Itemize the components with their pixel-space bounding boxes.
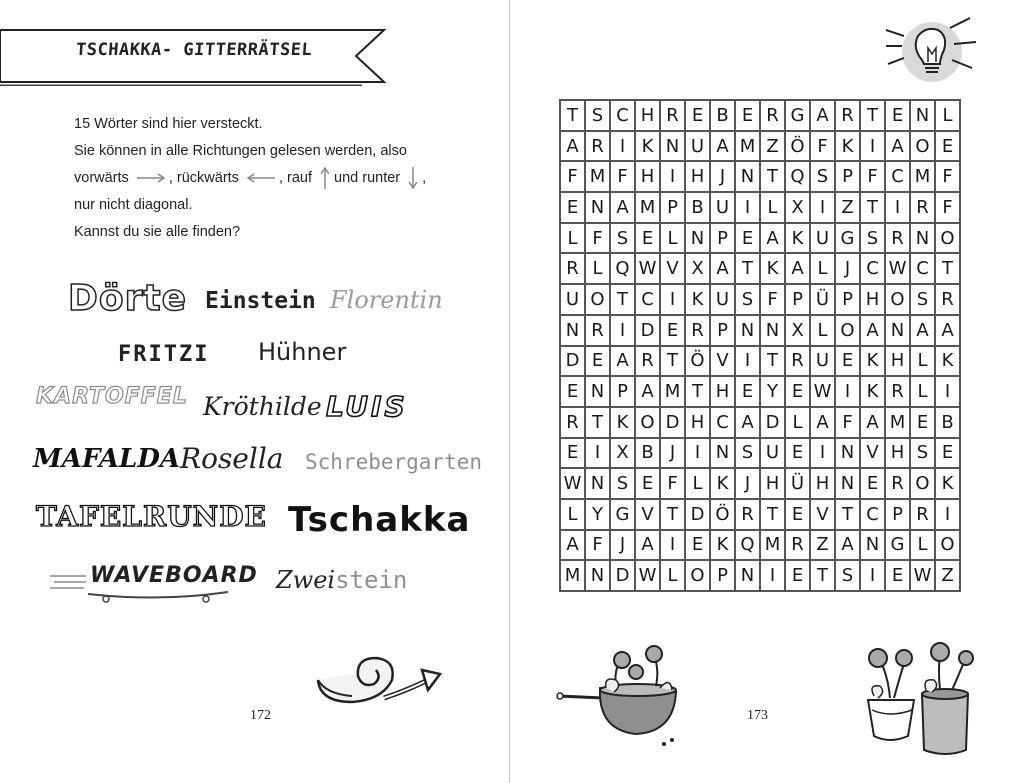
grid-cell: T bbox=[561, 101, 586, 132]
grid-cell: Ü bbox=[811, 285, 836, 316]
intro-line-5: Kannst du sie alle finden? bbox=[74, 224, 241, 240]
grid-cell: S bbox=[836, 561, 861, 592]
grid-cell: R bbox=[761, 101, 786, 132]
grid-cell: C bbox=[886, 162, 911, 193]
grid-cell: U bbox=[761, 439, 786, 470]
grid-cell: W bbox=[636, 254, 661, 285]
grid-cell: S bbox=[611, 224, 636, 255]
grid-cell: O bbox=[911, 469, 936, 500]
grid-cell: I bbox=[661, 285, 686, 316]
grid-cell: F bbox=[936, 193, 961, 224]
grid-cell: K bbox=[711, 469, 736, 500]
grid-cell: N bbox=[836, 469, 861, 500]
grid-cell: L bbox=[586, 254, 611, 285]
grid-cell: R bbox=[661, 101, 686, 132]
grid-cell: J bbox=[836, 254, 861, 285]
grid-cell: R bbox=[586, 316, 611, 347]
grid-cell: Z bbox=[811, 531, 836, 562]
grid-cell: X bbox=[786, 316, 811, 347]
grid-cell: T bbox=[736, 254, 761, 285]
grid-cell: K bbox=[686, 285, 711, 316]
grid-cell: L bbox=[786, 408, 811, 439]
grid-cell: L bbox=[811, 254, 836, 285]
grid-cell: W bbox=[811, 377, 836, 408]
page-title: TSCHAKKA- GITTERRÄTSEL bbox=[75, 40, 313, 60]
grid-cell: I bbox=[861, 561, 886, 592]
grid-cell: T bbox=[686, 377, 711, 408]
grid-cell: I bbox=[811, 193, 836, 224]
grid-cell: N bbox=[761, 316, 786, 347]
potted-plants-icon bbox=[860, 640, 980, 760]
grid-cell: E bbox=[686, 101, 711, 132]
word-rauf: , rauf bbox=[278, 170, 312, 186]
grid-cell: A bbox=[811, 101, 836, 132]
grid-cell: Z bbox=[761, 132, 786, 163]
grid-cell: M bbox=[736, 132, 761, 163]
grid-cell: X bbox=[686, 254, 711, 285]
grid-cell: K bbox=[936, 347, 961, 378]
grid-cell: G bbox=[786, 101, 811, 132]
grid-cell: N bbox=[886, 316, 911, 347]
word-schrebergarten: Schrebergarten bbox=[305, 450, 483, 474]
grid-cell: A bbox=[811, 408, 836, 439]
grid-cell: L bbox=[911, 347, 936, 378]
grid-cell: S bbox=[611, 469, 636, 500]
word-florentin: Florentin bbox=[330, 286, 443, 314]
grid-cell: D bbox=[636, 316, 661, 347]
instructions bbox=[74, 111, 474, 246]
grid-cell: F bbox=[836, 408, 861, 439]
page-number-right: 173 bbox=[747, 708, 768, 723]
word-kartoffel: KARTOFFEL bbox=[36, 384, 188, 409]
word-search-grid bbox=[559, 99, 961, 592]
word-kroethilde: Kröthilde bbox=[203, 392, 322, 421]
grid-cell: S bbox=[586, 101, 611, 132]
grid-cell: H bbox=[886, 347, 911, 378]
grid-cell: O bbox=[636, 408, 661, 439]
grid-cell: U bbox=[711, 285, 736, 316]
page-number-left: 172 bbox=[250, 708, 271, 723]
grid-cell: E bbox=[586, 347, 611, 378]
grid-cell: N bbox=[736, 316, 761, 347]
grid-cell: L bbox=[911, 531, 936, 562]
grid-cell: T bbox=[861, 193, 886, 224]
grid-cell: A bbox=[611, 347, 636, 378]
grid-cell: R bbox=[936, 285, 961, 316]
grid-cell: P bbox=[661, 193, 686, 224]
grid-cell: I bbox=[936, 500, 961, 531]
grid-cell: Q bbox=[786, 162, 811, 193]
grid-cell: R bbox=[911, 500, 936, 531]
word-fritzi: FRITZI bbox=[118, 342, 210, 367]
grid-cell: T bbox=[586, 408, 611, 439]
grid-cell: N bbox=[736, 162, 761, 193]
grid-cell: W bbox=[636, 561, 661, 592]
grid-cell: I bbox=[736, 347, 761, 378]
grid-cell: S bbox=[811, 162, 836, 193]
grid-cell: T bbox=[861, 101, 886, 132]
grid-cell: X bbox=[611, 439, 636, 470]
grid-cell: P bbox=[711, 224, 736, 255]
grid-cell: J bbox=[611, 531, 636, 562]
grid-cell: I bbox=[761, 561, 786, 592]
grid-cell: T bbox=[761, 500, 786, 531]
grid-cell: E bbox=[786, 561, 811, 592]
grid-cell: U bbox=[711, 193, 736, 224]
grid-cell: T bbox=[836, 500, 861, 531]
grid-cell: F bbox=[936, 162, 961, 193]
grid-cell: R bbox=[636, 347, 661, 378]
word-tschakka: Tschakka bbox=[288, 500, 471, 540]
grid-cell: A bbox=[911, 316, 936, 347]
grid-cell: A bbox=[836, 531, 861, 562]
grid-cell: N bbox=[586, 469, 611, 500]
grid-cell: K bbox=[836, 132, 861, 163]
grid-cell: J bbox=[661, 439, 686, 470]
grid-cell: F bbox=[661, 469, 686, 500]
grid-cell: I bbox=[811, 439, 836, 470]
grid-cell: I bbox=[611, 316, 636, 347]
grid-cell: A bbox=[636, 531, 661, 562]
grid-cell: L bbox=[936, 101, 961, 132]
grid-cell: A bbox=[886, 132, 911, 163]
grid-cell: H bbox=[761, 469, 786, 500]
grid-cell: S bbox=[911, 439, 936, 470]
grid-cell: E bbox=[786, 500, 811, 531]
grid-cell: A bbox=[786, 254, 811, 285]
grid-cell: Ü bbox=[786, 469, 811, 500]
grid-cell: F bbox=[586, 531, 611, 562]
word-tafelrunde: TAFELRUNDE bbox=[36, 500, 267, 533]
grid-cell: J bbox=[711, 162, 736, 193]
grid-cell: R bbox=[886, 224, 911, 255]
potted-plant-pan-icon bbox=[556, 640, 686, 750]
grid-cell: I bbox=[586, 439, 611, 470]
grid-cell: R bbox=[736, 500, 761, 531]
grid-cell: A bbox=[761, 224, 786, 255]
grid-cell: O bbox=[886, 285, 911, 316]
intro-line-4: nur nicht diagonal. bbox=[74, 197, 193, 213]
grid-cell: E bbox=[561, 439, 586, 470]
grid-cell: A bbox=[936, 316, 961, 347]
grid-cell: G bbox=[836, 224, 861, 255]
grid-cell: L bbox=[661, 561, 686, 592]
grid-cell: Y bbox=[761, 377, 786, 408]
grid-cell: N bbox=[736, 561, 761, 592]
grid-cell: U bbox=[686, 132, 711, 163]
grid-cell: N bbox=[711, 439, 736, 470]
grid-cell: E bbox=[636, 469, 661, 500]
grid-cell: S bbox=[736, 285, 761, 316]
grid-cell: M bbox=[886, 408, 911, 439]
grid-cell: S bbox=[911, 285, 936, 316]
grid-cell: D bbox=[611, 561, 636, 592]
word-zwei-part: Zwei bbox=[276, 566, 336, 594]
grid-cell: A bbox=[636, 377, 661, 408]
grid-cell: S bbox=[736, 439, 761, 470]
grid-cell: N bbox=[911, 224, 936, 255]
grid-cell: F bbox=[611, 162, 636, 193]
grid-cell: M bbox=[911, 162, 936, 193]
grid-cell: L bbox=[811, 316, 836, 347]
grid-cell: L bbox=[661, 224, 686, 255]
grid-cell: A bbox=[561, 132, 586, 163]
grid-cell: S bbox=[861, 224, 886, 255]
grid-cell: O bbox=[836, 316, 861, 347]
grid-cell: R bbox=[586, 132, 611, 163]
grid-cell: W bbox=[561, 469, 586, 500]
grid-cell: B bbox=[686, 193, 711, 224]
grid-cell: U bbox=[811, 347, 836, 378]
grid-cell: I bbox=[836, 377, 861, 408]
grid-cell: A bbox=[711, 254, 736, 285]
word-doerte: Dörte bbox=[68, 278, 187, 319]
grid-cell: K bbox=[611, 408, 636, 439]
grid-cell: K bbox=[936, 469, 961, 500]
grid-cell: Y bbox=[586, 500, 611, 531]
grid-cell: R bbox=[886, 377, 911, 408]
grid-cell: E bbox=[736, 224, 761, 255]
grid-cell: E bbox=[561, 193, 586, 224]
grid-cell: E bbox=[836, 347, 861, 378]
grid-cell: T bbox=[661, 500, 686, 531]
grid-cell: T bbox=[761, 347, 786, 378]
word-huehner: Hühner bbox=[258, 338, 347, 366]
grid-cell: K bbox=[861, 347, 886, 378]
arrow-up-icon bbox=[319, 166, 331, 190]
word-rosella: Rosella bbox=[180, 442, 284, 475]
grid-cell: H bbox=[861, 285, 886, 316]
grid-cell: E bbox=[686, 531, 711, 562]
word-luis: LUIS bbox=[326, 390, 408, 423]
grid-cell: Q bbox=[611, 254, 636, 285]
grid-cell: I bbox=[611, 132, 636, 163]
grid-cell: N bbox=[586, 561, 611, 592]
grid-cell: C bbox=[861, 500, 886, 531]
grid-cell: K bbox=[861, 377, 886, 408]
grid-cell: R bbox=[786, 531, 811, 562]
grid-cell: M bbox=[661, 377, 686, 408]
grid-cell: P bbox=[836, 162, 861, 193]
grid-cell: E bbox=[786, 377, 811, 408]
grid-cell: X bbox=[786, 193, 811, 224]
grid-cell: K bbox=[761, 254, 786, 285]
grid-cell: E bbox=[886, 561, 911, 592]
grid-cell: R bbox=[786, 347, 811, 378]
grid-cell: H bbox=[711, 377, 736, 408]
grid-cell: B bbox=[711, 101, 736, 132]
grid-cell: N bbox=[661, 132, 686, 163]
word-mafalda: MAFALDA bbox=[33, 444, 181, 474]
arrow-down-icon bbox=[407, 166, 419, 190]
grid-cell: I bbox=[686, 439, 711, 470]
grid-cell: L bbox=[911, 377, 936, 408]
grid-cell: A bbox=[861, 316, 886, 347]
arrow-left-icon bbox=[246, 172, 276, 184]
grid-cell: P bbox=[711, 316, 736, 347]
grid-cell: Ö bbox=[711, 500, 736, 531]
grid-cell: N bbox=[836, 439, 861, 470]
grid-cell: T bbox=[611, 285, 636, 316]
grid-cell: N bbox=[586, 377, 611, 408]
grid-cell: E bbox=[561, 377, 586, 408]
grid-cell: P bbox=[886, 500, 911, 531]
grid-cell: E bbox=[786, 439, 811, 470]
grid-cell: R bbox=[886, 469, 911, 500]
grid-cell: R bbox=[561, 408, 586, 439]
grid-cell: U bbox=[811, 224, 836, 255]
grid-cell: F bbox=[861, 162, 886, 193]
grid-cell: H bbox=[636, 162, 661, 193]
intro-line-1: 15 Wörter sind hier versteckt. bbox=[74, 116, 263, 132]
grid-cell: I bbox=[661, 531, 686, 562]
grid-cell: A bbox=[711, 132, 736, 163]
grid-cell: V bbox=[636, 500, 661, 531]
grid-cell: K bbox=[786, 224, 811, 255]
intro-line-2: Sie können in alle Richtungen gelesen werden, also bbox=[74, 143, 407, 159]
grid-cell: V bbox=[661, 254, 686, 285]
grid-cell: H bbox=[686, 408, 711, 439]
word-vorwaerts: vorwärts bbox=[74, 170, 129, 186]
grid-cell: L bbox=[561, 224, 586, 255]
grid-cell: E bbox=[861, 469, 886, 500]
grid-cell: O bbox=[911, 132, 936, 163]
grid-cell: O bbox=[686, 561, 711, 592]
grid-cell: N bbox=[561, 316, 586, 347]
intro-line-3 bbox=[74, 165, 474, 192]
grid-cell: G bbox=[611, 500, 636, 531]
grid-cell: V bbox=[811, 500, 836, 531]
grid-cell: C bbox=[861, 254, 886, 285]
grid-cell: H bbox=[636, 101, 661, 132]
grid-cell: N bbox=[911, 101, 936, 132]
grid-cell: O bbox=[936, 531, 961, 562]
grid-cell: Ö bbox=[686, 347, 711, 378]
snail-arrow-icon bbox=[312, 650, 446, 710]
grid-cell: E bbox=[936, 439, 961, 470]
grid-cell: I bbox=[886, 193, 911, 224]
grid-cell: R bbox=[836, 101, 861, 132]
grid-cell: R bbox=[686, 316, 711, 347]
grid-cell: E bbox=[736, 377, 761, 408]
trailing-comma: , bbox=[422, 170, 427, 186]
grid-cell: B bbox=[936, 408, 961, 439]
grid-cell: P bbox=[711, 561, 736, 592]
grid-cell: I bbox=[661, 162, 686, 193]
grid-cell: R bbox=[561, 254, 586, 285]
grid-cell: A bbox=[611, 193, 636, 224]
grid-cell: K bbox=[711, 531, 736, 562]
grid-cell: F bbox=[811, 132, 836, 163]
grid-cell: P bbox=[611, 377, 636, 408]
grid-cell: O bbox=[936, 224, 961, 255]
grid-cell: T bbox=[761, 162, 786, 193]
grid-cell: U bbox=[561, 285, 586, 316]
grid-cell: C bbox=[911, 254, 936, 285]
grid-cell: F bbox=[761, 285, 786, 316]
grid-cell: D bbox=[686, 500, 711, 531]
grid-cell: A bbox=[861, 408, 886, 439]
grid-cell: P bbox=[836, 285, 861, 316]
grid-cell: E bbox=[661, 316, 686, 347]
grid-cell: J bbox=[736, 469, 761, 500]
grid-cell: Z bbox=[936, 561, 961, 592]
grid-cell: V bbox=[861, 439, 886, 470]
grid-cell: Z bbox=[836, 193, 861, 224]
grid-cell: H bbox=[686, 162, 711, 193]
grid-cell: I bbox=[861, 132, 886, 163]
grid-cell: H bbox=[811, 469, 836, 500]
grid-cell: E bbox=[736, 101, 761, 132]
grid-cell: T bbox=[811, 561, 836, 592]
grid-cell: Q bbox=[736, 531, 761, 562]
lightbulb-icon bbox=[884, 14, 980, 84]
grid-cell: O bbox=[586, 285, 611, 316]
grid-cell: E bbox=[636, 224, 661, 255]
grid-cell: I bbox=[736, 193, 761, 224]
arrow-right-icon bbox=[136, 172, 166, 184]
word-zweistein bbox=[276, 566, 407, 594]
grid-cell: C bbox=[636, 285, 661, 316]
grid-cell: G bbox=[886, 531, 911, 562]
grid-cell: W bbox=[911, 561, 936, 592]
grid-cell: E bbox=[911, 408, 936, 439]
grid-cell: D bbox=[661, 408, 686, 439]
grid-cell: M bbox=[636, 193, 661, 224]
grid-cell: R bbox=[911, 193, 936, 224]
grid-cell: E bbox=[886, 101, 911, 132]
word-rueckwaerts: , rückwärts bbox=[168, 170, 239, 186]
grid-cell: V bbox=[711, 347, 736, 378]
word-einstein: Einstein bbox=[205, 288, 316, 314]
grid-cell: D bbox=[761, 408, 786, 439]
grid-cell: T bbox=[936, 254, 961, 285]
grid-cell: N bbox=[686, 224, 711, 255]
grid-cell: F bbox=[561, 162, 586, 193]
grid-cell: W bbox=[886, 254, 911, 285]
grid-cell: A bbox=[561, 531, 586, 562]
grid-cell: N bbox=[586, 193, 611, 224]
grid-cell: K bbox=[636, 132, 661, 163]
grid-cell: L bbox=[561, 500, 586, 531]
grid-cell: Ö bbox=[786, 132, 811, 163]
grid-cell: H bbox=[886, 439, 911, 470]
grid-cell: M bbox=[561, 561, 586, 592]
grid-cell: T bbox=[661, 347, 686, 378]
grid-cell: M bbox=[761, 531, 786, 562]
grid-cell: C bbox=[711, 408, 736, 439]
grid-cell: M bbox=[586, 162, 611, 193]
word-runter: und runter bbox=[334, 170, 401, 186]
grid-cell: L bbox=[686, 469, 711, 500]
grid-cell: I bbox=[936, 377, 961, 408]
word-waveboard: WAVEBOARD bbox=[90, 563, 258, 588]
grid-cell: D bbox=[561, 347, 586, 378]
grid-cell: C bbox=[611, 101, 636, 132]
grid-cell: N bbox=[861, 531, 886, 562]
grid-cell: B bbox=[636, 439, 661, 470]
grid-cell: F bbox=[586, 224, 611, 255]
grid-cell: L bbox=[761, 193, 786, 224]
grid-cell: E bbox=[936, 132, 961, 163]
grid-cell: A bbox=[736, 408, 761, 439]
word-stein-part: stein bbox=[335, 566, 408, 594]
grid-cell: P bbox=[786, 285, 811, 316]
